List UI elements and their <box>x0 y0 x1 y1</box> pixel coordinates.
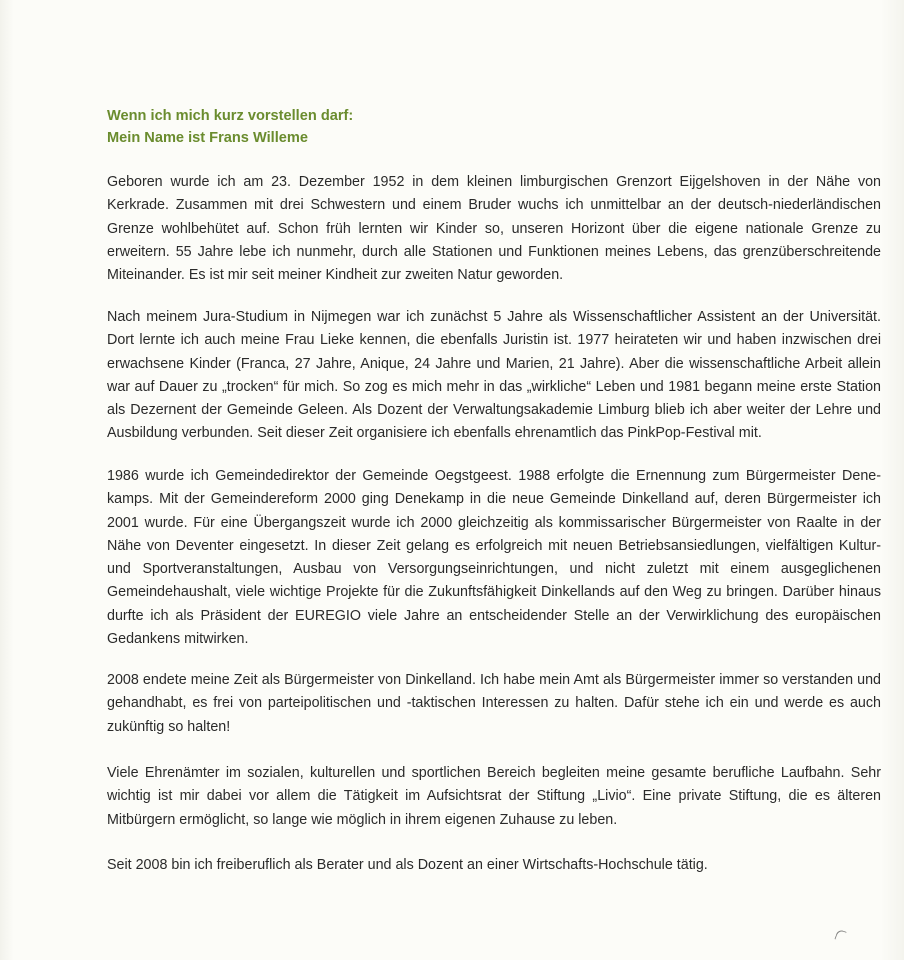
heading-line-1: Wenn ich mich kurz vorstellen darf: <box>107 108 354 124</box>
paragraph-mayor-end: 2008 endete meine Zeit als Bürgermeister von Dinkelland. Ich habe mein Amt als Bürgermeister immer so verstanden und gehandhabt, es frei von parteipolitischen und -taktischen Interessen zu halten. Dafür stehe ich ein und werde es auch zukünftig so halten! <box>107 672 881 735</box>
scan-mark <box>834 929 846 942</box>
paragraph-birth: Geboren wurde ich am 23. Dezember 1952 in dem kleinen limburgischen Grenzort Eijgelshoven in der Nähe von Kerkrade. Zusammen mit drei Schwestern und einem Bruder wuchs ich unmittelbar an der deutsch-niederländischen Grenze wohlbehütet auf. Schon früh lernten wir Kinder so, unseren Horizont über die eigene nationale Grenze zu erweitern. 55 Jahre lebe ich nunmehr, durch alle Stationen und Funktionen meines Lebens, das grenzüberschreitende Miteinander. Es ist mir seit meiner Kindheit zur zweiten Natur geworden. <box>107 174 881 284</box>
intro-heading <box>107 105 807 149</box>
paragraph-current: Seit 2008 bin ich freiberuflich als Berater und als Dozent an einer Wirtschafts-Hochschule tätig. <box>107 857 708 873</box>
paragraph-volunteering: Viele Ehrenämter im sozialen, kulturellen und sportlichen Bereich begleiten meine gesamte berufliche Laufbahn. Sehr wichtig ist mir dabei vor allem die Tätigkeit im Aufsichtsrat der Stiftung „Livio“. Eine private Stiftung, die es älteren Mitbürgern ermöglicht, so lange wie möglich in ihrem eigenen Zuhause zu leben. <box>107 765 881 828</box>
heading-line-2: Mein Name ist Frans Willeme <box>107 130 308 146</box>
paragraph-studies: Nach meinem Jura-Studium in Nijmegen war ich zunächst 5 Jahre als Wissenschaftlicher Assistent an der Universität. Dort lernte ich auch meine Frau Lieke kennen, die ebenfalls Juristin ist. 1977 heirateten wir und haben inzwischen drei erwachsene Kinder (Franca, 27 Jahre, Anique, 24 Jahre und Marien, 21 Jahre). Aber die wissenschaftliche Arbeit allein war auf Dauer zu „trocken“ für mich. So zog es mich mehr in das „wirkliche“ Leben und 1981 begann meine erste Station als Dezernent der Gemeinde Geleen. Als Dozent der Verwaltungsakademie Limburg blieb ich aber weiter der Lehre und Ausbildung verbunden. Seit dieser Zeit organisiere ich ebenfalls ehrenamtlich das PinkPop-Festival mit. <box>107 309 881 442</box>
paragraph-career: 1986 wurde ich Gemeindedirektor der Gemeinde Oegstgeest. 1988 erfolgte die Ernennung zum Bürgermeister Denekamps. Mit der Gemeindereform 2000 ging Denekamp in die neue Gemeinde Dinkelland auf, deren Bürgermeister ich 2001 wurde. Für eine Übergangszeit wurde ich 2000 gleichzeitig als kommissarischer Bürgermeister von Raalte in der Nähe von Deventer eingesetzt. In dieser Zeit gelang es erfolgreich mit neuen Betriebsansiedlungen, vielfältigen Kultur- und Sportveranstaltungen, Ausbau von Versorgungseinrichtungen, und nicht zuletzt mit einem ausgeglichenen Gemeindehaushalt, viele wichtige Projekte für die Zukunftsfähigkeit Dinkellands auf den Weg zu bringen. Darüber hinaus durfte ich als Präsident der EUREGIO viele Jahre an entscheidender Stelle an der Verwirklichung des europäischen Gedankens mitwirken. <box>107 468 881 648</box>
